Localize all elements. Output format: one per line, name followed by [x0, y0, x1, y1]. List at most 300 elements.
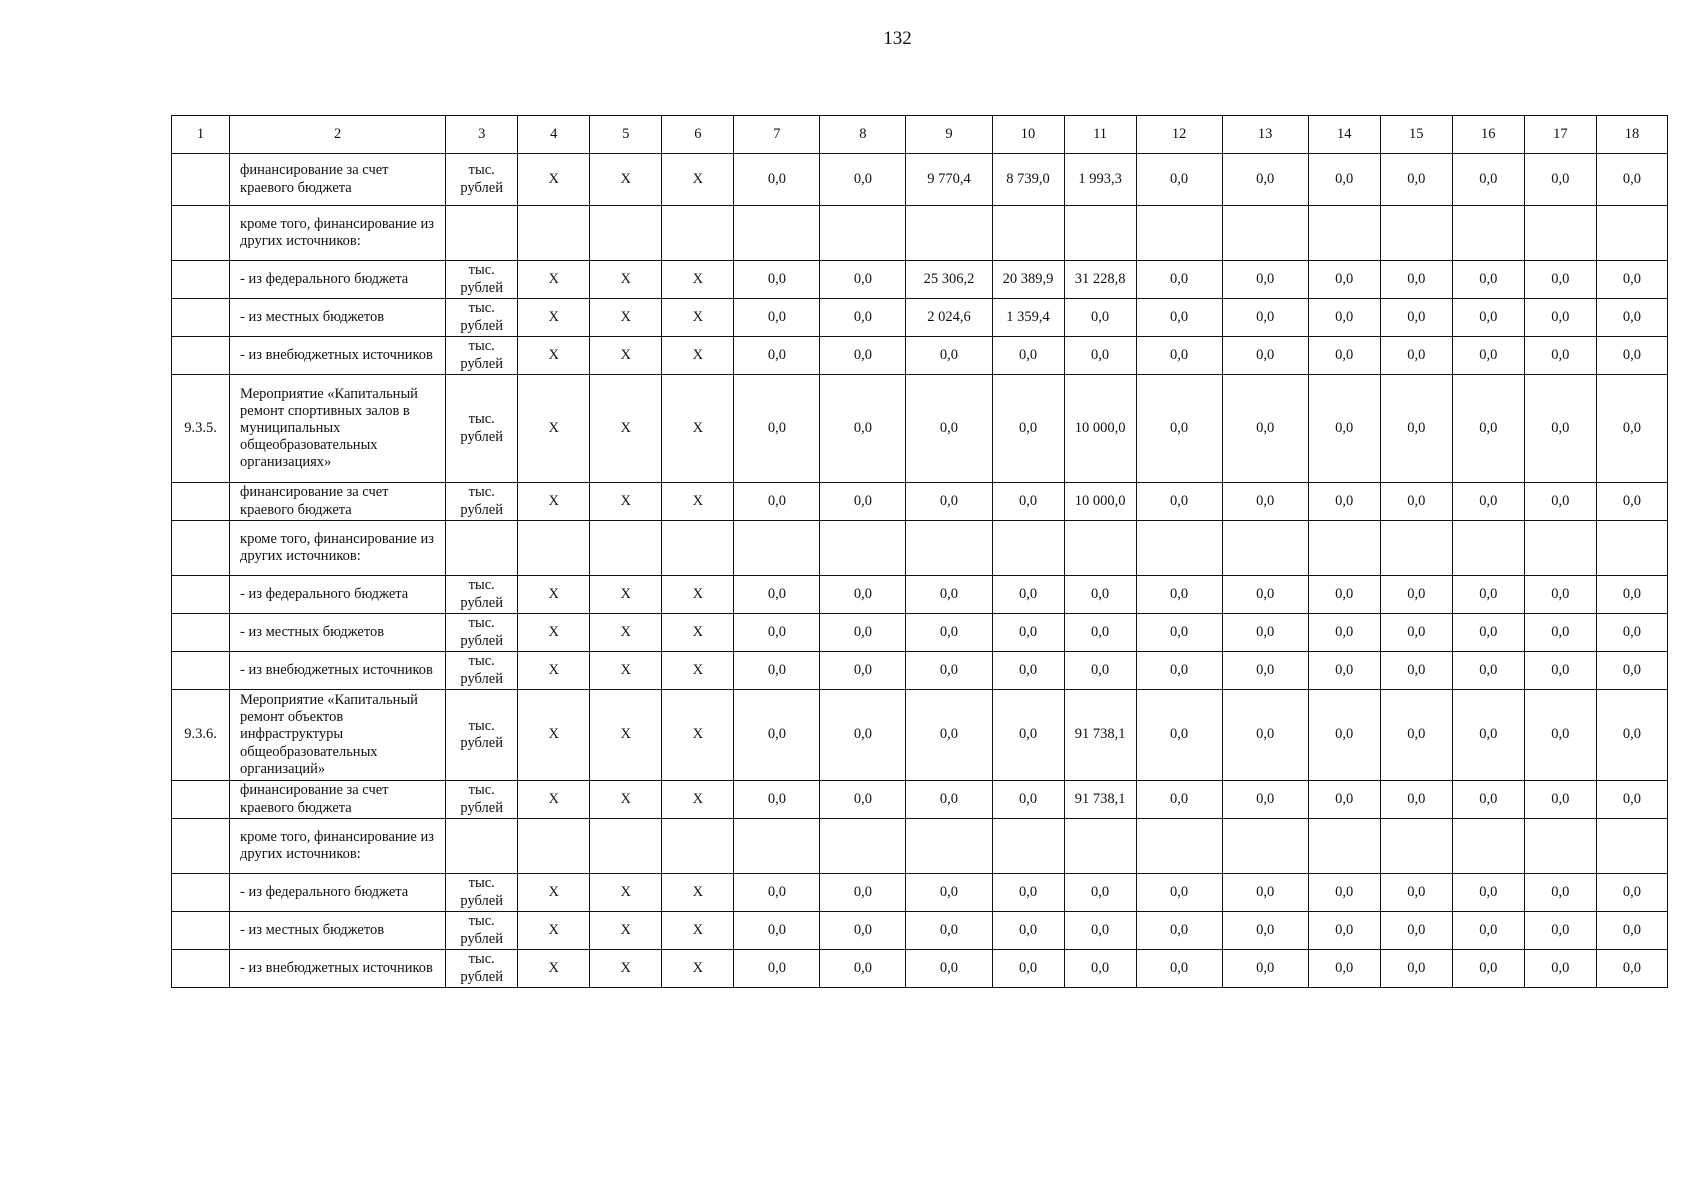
table-cell: 0,0 — [734, 375, 820, 483]
table-cell: 0,0 — [1596, 652, 1667, 690]
table-cell: 0,0 — [1222, 781, 1308, 819]
table-cell: X — [518, 261, 590, 299]
table-cell: 0,0 — [1524, 912, 1596, 950]
table-row — [172, 690, 1668, 781]
header-cell-3: 3 — [446, 116, 518, 154]
table-cell: 0,0 — [1596, 337, 1667, 375]
table-cell: X — [590, 690, 662, 781]
table-cell: 2 024,6 — [906, 299, 992, 337]
table-cell: 0,0 — [820, 614, 906, 652]
table-cell: 0,0 — [1452, 912, 1524, 950]
table-cell: 0,0 — [1524, 950, 1596, 988]
table-cell: тыс. рублей — [446, 375, 518, 483]
table-cell: 0,0 — [734, 652, 820, 690]
table-cell — [172, 781, 230, 819]
table-cell: X — [590, 375, 662, 483]
header-cell-12: 12 — [1136, 116, 1222, 154]
table-cell: 0,0 — [1222, 874, 1308, 912]
table-cell: 0,0 — [820, 337, 906, 375]
table-row — [172, 375, 1668, 483]
header-cell-1: 1 — [172, 116, 230, 154]
table-cell: X — [590, 614, 662, 652]
table-cell: тыс. рублей — [446, 874, 518, 912]
table-cell: 0,0 — [1222, 337, 1308, 375]
table-row — [172, 483, 1668, 521]
table-cell — [1136, 206, 1222, 261]
table-cell — [662, 206, 734, 261]
table-cell: 0,0 — [1452, 781, 1524, 819]
table-cell: 0,0 — [1452, 690, 1524, 781]
table-cell: 0,0 — [820, 912, 906, 950]
table-cell — [518, 819, 590, 874]
table-cell: 0,0 — [820, 154, 906, 206]
table-cell: 0,0 — [820, 576, 906, 614]
table-cell: 0,0 — [734, 154, 820, 206]
table-cell: X — [518, 576, 590, 614]
table-cell: 0,0 — [992, 950, 1064, 988]
table-cell: 0,0 — [1136, 652, 1222, 690]
table-cell: 0,0 — [906, 874, 992, 912]
table-cell: Мероприятие «Капитальный ремонт объектов инфраструктуры общеобразовательных организаций» — [230, 690, 446, 781]
table-cell: 0,0 — [1596, 781, 1667, 819]
budget-table — [171, 115, 1668, 988]
table-cell: 91 738,1 — [1064, 781, 1136, 819]
table-cell: X — [662, 950, 734, 988]
header-cell-18: 18 — [1596, 116, 1667, 154]
table-cell — [518, 521, 590, 576]
table-cell: 0,0 — [820, 781, 906, 819]
table-cell: 0,0 — [1596, 874, 1667, 912]
table-cell — [172, 154, 230, 206]
table-row — [172, 614, 1668, 652]
table-row — [172, 261, 1668, 299]
table-cell — [906, 521, 992, 576]
header-cell-9: 9 — [906, 116, 992, 154]
table-cell: 0,0 — [1380, 950, 1452, 988]
table-cell: X — [662, 781, 734, 819]
table-cell — [1136, 819, 1222, 874]
table-cell: X — [590, 874, 662, 912]
table-cell — [172, 912, 230, 950]
table-cell: 0,0 — [1380, 912, 1452, 950]
table-cell: X — [662, 375, 734, 483]
table-cell — [992, 206, 1064, 261]
table-cell: тыс. рублей — [446, 337, 518, 375]
table-cell — [734, 819, 820, 874]
table-cell: 1 359,4 — [992, 299, 1064, 337]
table-cell: 0,0 — [1136, 337, 1222, 375]
table-cell: 0,0 — [1380, 337, 1452, 375]
table-row — [172, 781, 1668, 819]
table-cell: 0,0 — [1136, 299, 1222, 337]
table-cell: 8 739,0 — [992, 154, 1064, 206]
table-cell: 0,0 — [992, 690, 1064, 781]
table-cell: 0,0 — [1136, 874, 1222, 912]
table-cell: 0,0 — [1064, 614, 1136, 652]
table-cell: 0,0 — [1380, 690, 1452, 781]
table-cell: 0,0 — [992, 614, 1064, 652]
table-cell: 0,0 — [992, 375, 1064, 483]
table-cell: 0,0 — [1308, 375, 1380, 483]
table-cell: Мероприятие «Капитальный ремонт спортивных залов в муниципальных общеобразовательных организациях» — [230, 375, 446, 483]
table-cell: 9.3.5. — [172, 375, 230, 483]
table-cell: 0,0 — [820, 261, 906, 299]
table-cell: 0,0 — [734, 576, 820, 614]
table-cell — [446, 819, 518, 874]
table-cell: 0,0 — [820, 690, 906, 781]
table-cell: 0,0 — [820, 299, 906, 337]
table-cell: 0,0 — [734, 950, 820, 988]
table-row — [172, 912, 1668, 950]
table-cell: 0,0 — [1524, 652, 1596, 690]
table-cell — [446, 206, 518, 261]
table-cell — [590, 819, 662, 874]
table-cell: 0,0 — [1222, 950, 1308, 988]
table-row — [172, 154, 1668, 206]
table-cell: 0,0 — [734, 614, 820, 652]
table-row — [172, 874, 1668, 912]
table-cell — [906, 819, 992, 874]
table-cell: X — [590, 950, 662, 988]
table-cell: 0,0 — [1380, 576, 1452, 614]
table-cell — [906, 206, 992, 261]
table-cell: 0,0 — [1222, 690, 1308, 781]
table-cell: 0,0 — [1596, 950, 1667, 988]
table-cell: кроме того, финансирование из других источников: — [230, 206, 446, 261]
table-cell: X — [590, 261, 662, 299]
table-cell: тыс. рублей — [446, 912, 518, 950]
table-cell: 0,0 — [1064, 874, 1136, 912]
table-cell — [1308, 819, 1380, 874]
table-cell: 0,0 — [1308, 576, 1380, 614]
page-number: 132 — [883, 28, 912, 49]
table-cell: 0,0 — [734, 337, 820, 375]
table-cell: X — [662, 261, 734, 299]
table-cell — [172, 521, 230, 576]
header-cell-6: 6 — [662, 116, 734, 154]
table-cell — [1222, 206, 1308, 261]
table-cell: 0,0 — [1596, 375, 1667, 483]
table-cell: 0,0 — [1524, 874, 1596, 912]
table-cell: 0,0 — [1308, 483, 1380, 521]
table-cell: 0,0 — [992, 483, 1064, 521]
table-cell: 0,0 — [820, 950, 906, 988]
table-cell: кроме того, финансирование из других источников: — [230, 819, 446, 874]
table-cell: тыс. рублей — [446, 614, 518, 652]
table-body — [172, 116, 1668, 988]
table-cell: X — [590, 781, 662, 819]
table-cell: тыс. рублей — [446, 483, 518, 521]
table-cell: 0,0 — [1222, 375, 1308, 483]
table-cell — [172, 483, 230, 521]
table-cell: 0,0 — [1524, 375, 1596, 483]
table-cell: 0,0 — [1136, 483, 1222, 521]
table-cell: 0,0 — [1222, 483, 1308, 521]
table-cell: 0,0 — [1596, 912, 1667, 950]
table-cell: X — [590, 576, 662, 614]
table-cell: 0,0 — [1596, 614, 1667, 652]
table-cell: 10 000,0 — [1064, 375, 1136, 483]
table-cell: X — [662, 652, 734, 690]
table-cell: 0,0 — [906, 614, 992, 652]
table-cell: 0,0 — [992, 781, 1064, 819]
table-cell: 0,0 — [1136, 614, 1222, 652]
table-cell — [172, 337, 230, 375]
table-cell: 0,0 — [1308, 874, 1380, 912]
table-cell: 10 000,0 — [1064, 483, 1136, 521]
table-cell: 0,0 — [1524, 299, 1596, 337]
table-cell — [172, 950, 230, 988]
table-cell: 0,0 — [1222, 299, 1308, 337]
table-cell — [590, 206, 662, 261]
table-cell: 0,0 — [1064, 950, 1136, 988]
table-cell: финансирование за счет краевого бюджета — [230, 483, 446, 521]
table-cell: 0,0 — [1136, 154, 1222, 206]
table-cell: 0,0 — [734, 781, 820, 819]
table-cell: 0,0 — [1524, 576, 1596, 614]
table-cell: - из федерального бюджета — [230, 261, 446, 299]
table-cell: 0,0 — [1380, 261, 1452, 299]
table-row — [172, 337, 1668, 375]
table-cell: X — [662, 614, 734, 652]
table-cell: 0,0 — [1064, 337, 1136, 375]
table-cell — [1064, 819, 1136, 874]
table-cell — [1136, 521, 1222, 576]
table-cell: X — [662, 337, 734, 375]
table-cell: X — [518, 874, 590, 912]
table-cell: 0,0 — [906, 375, 992, 483]
table-cell — [820, 521, 906, 576]
table-cell: X — [662, 874, 734, 912]
table-cell: X — [518, 483, 590, 521]
table-cell: 0,0 — [1064, 652, 1136, 690]
table-cell — [1380, 521, 1452, 576]
table-cell: 0,0 — [1596, 299, 1667, 337]
table-cell — [172, 652, 230, 690]
table-cell — [172, 576, 230, 614]
header-cell-10: 10 — [992, 116, 1064, 154]
table-cell: 0,0 — [1524, 154, 1596, 206]
table-cell: тыс. рублей — [446, 299, 518, 337]
table-cell: 0,0 — [1524, 483, 1596, 521]
table-cell: 0,0 — [1222, 614, 1308, 652]
table-cell — [992, 819, 1064, 874]
table-cell: X — [662, 690, 734, 781]
table-cell: X — [662, 912, 734, 950]
table-cell: 0,0 — [1380, 483, 1452, 521]
table-cell — [662, 819, 734, 874]
table-cell: 0,0 — [1308, 690, 1380, 781]
table-cell — [662, 521, 734, 576]
table-cell: финансирование за счет краевого бюджета — [230, 154, 446, 206]
header-cell-8: 8 — [820, 116, 906, 154]
table-cell: 0,0 — [992, 652, 1064, 690]
table-cell — [172, 874, 230, 912]
table-row — [172, 521, 1668, 576]
table-cell: 0,0 — [1596, 690, 1667, 781]
table-cell — [1380, 819, 1452, 874]
table-cell: 0,0 — [906, 950, 992, 988]
table-cell: 0,0 — [992, 874, 1064, 912]
table-cell: финансирование за счет краевого бюджета — [230, 781, 446, 819]
table-cell: X — [590, 154, 662, 206]
table-cell: 0,0 — [1452, 261, 1524, 299]
table-cell: X — [518, 299, 590, 337]
table-cell: 0,0 — [1452, 154, 1524, 206]
table-cell: 0,0 — [1452, 652, 1524, 690]
table-cell — [518, 206, 590, 261]
table-cell: X — [590, 337, 662, 375]
table-cell: 0,0 — [1596, 483, 1667, 521]
table-cell: тыс. рублей — [446, 652, 518, 690]
table-cell: 0,0 — [1524, 781, 1596, 819]
table-cell: 0,0 — [734, 483, 820, 521]
table-cell: 31 228,8 — [1064, 261, 1136, 299]
table-cell: 0,0 — [1380, 781, 1452, 819]
table-cell: 0,0 — [992, 576, 1064, 614]
table-cell — [820, 819, 906, 874]
table-cell: X — [590, 483, 662, 521]
table-cell: X — [662, 576, 734, 614]
table-cell: 0,0 — [1222, 154, 1308, 206]
table-row — [172, 576, 1668, 614]
table-cell: 0,0 — [1308, 154, 1380, 206]
table-cell: - из местных бюджетов — [230, 614, 446, 652]
table-cell: 0,0 — [734, 299, 820, 337]
table-cell: X — [662, 154, 734, 206]
table-cell: 0,0 — [1136, 781, 1222, 819]
table-cell: X — [590, 912, 662, 950]
table-cell: - из федерального бюджета — [230, 874, 446, 912]
table-cell — [1452, 206, 1524, 261]
header-cell-5: 5 — [590, 116, 662, 154]
table-cell: X — [662, 299, 734, 337]
table-cell: 0,0 — [906, 652, 992, 690]
header-cell-14: 14 — [1308, 116, 1380, 154]
table-cell: 0,0 — [1524, 337, 1596, 375]
table-cell: 0,0 — [1136, 261, 1222, 299]
table-cell — [1524, 206, 1596, 261]
table-cell: 0,0 — [1452, 483, 1524, 521]
table-cell: 0,0 — [1380, 874, 1452, 912]
table-cell: 0,0 — [1308, 912, 1380, 950]
table-cell: 1 993,3 — [1064, 154, 1136, 206]
table-cell: 0,0 — [734, 912, 820, 950]
table-cell: 0,0 — [1596, 261, 1667, 299]
table-cell: X — [518, 375, 590, 483]
table-cell — [1524, 819, 1596, 874]
table-cell — [1596, 521, 1667, 576]
table-cell: X — [518, 781, 590, 819]
table-cell: 0,0 — [1596, 154, 1667, 206]
table-cell: 0,0 — [906, 483, 992, 521]
header-cell-17: 17 — [1524, 116, 1596, 154]
table-cell: 0,0 — [906, 781, 992, 819]
table-cell: 0,0 — [1222, 576, 1308, 614]
table-cell: 25 306,2 — [906, 261, 992, 299]
table-cell: 0,0 — [1452, 576, 1524, 614]
table-cell: кроме того, финансирование из других источников: — [230, 521, 446, 576]
header-cell-13: 13 — [1222, 116, 1308, 154]
table-cell — [992, 521, 1064, 576]
table-cell: 0,0 — [1524, 690, 1596, 781]
table-cell — [1596, 819, 1667, 874]
table-cell: 0,0 — [1452, 337, 1524, 375]
table-cell: 0,0 — [1308, 614, 1380, 652]
table-cell — [1064, 206, 1136, 261]
table-cell: 0,0 — [906, 690, 992, 781]
table-cell: 91 738,1 — [1064, 690, 1136, 781]
table-cell: 0,0 — [1136, 912, 1222, 950]
table-cell: 0,0 — [992, 337, 1064, 375]
table-cell: X — [518, 337, 590, 375]
table-cell: - из внебюджетных источников — [230, 652, 446, 690]
table-cell: 0,0 — [1380, 652, 1452, 690]
table-cell: тыс. рублей — [446, 154, 518, 206]
table-cell: X — [590, 299, 662, 337]
table-cell — [1222, 521, 1308, 576]
table-cell: X — [518, 652, 590, 690]
table-cell: 0,0 — [820, 483, 906, 521]
table-cell: 0,0 — [1452, 874, 1524, 912]
table-cell — [172, 819, 230, 874]
table-cell: 0,0 — [1380, 154, 1452, 206]
table-cell: 0,0 — [1452, 950, 1524, 988]
table-cell — [590, 521, 662, 576]
table-cell: 0,0 — [734, 690, 820, 781]
table-cell — [1308, 206, 1380, 261]
table-row — [172, 819, 1668, 874]
table-cell: X — [518, 690, 590, 781]
table-cell: тыс. рублей — [446, 261, 518, 299]
table-cell: 0,0 — [1308, 337, 1380, 375]
table-cell: X — [518, 154, 590, 206]
table-cell: тыс. рублей — [446, 781, 518, 819]
table-cell: 0,0 — [1222, 261, 1308, 299]
table-cell: 0,0 — [1136, 375, 1222, 483]
table-cell: 0,0 — [906, 337, 992, 375]
table-cell — [1596, 206, 1667, 261]
table-cell: - из местных бюджетов — [230, 912, 446, 950]
table-cell: 0,0 — [1308, 299, 1380, 337]
table-cell: 0,0 — [820, 375, 906, 483]
table-cell: тыс. рублей — [446, 950, 518, 988]
table-row — [172, 206, 1668, 261]
table-cell: 0,0 — [1136, 690, 1222, 781]
table-row — [172, 950, 1668, 988]
header-cell-2: 2 — [230, 116, 446, 154]
table-cell: тыс. рублей — [446, 576, 518, 614]
table-cell: 0,0 — [906, 576, 992, 614]
table-cell: - из внебюджетных источников — [230, 337, 446, 375]
table-cell: 9 770,4 — [906, 154, 992, 206]
table-cell: X — [590, 652, 662, 690]
table-cell — [1222, 819, 1308, 874]
table-cell: 0,0 — [1524, 261, 1596, 299]
table-cell: 0,0 — [1064, 299, 1136, 337]
table-cell: 0,0 — [1308, 652, 1380, 690]
table-cell: 0,0 — [820, 652, 906, 690]
table-cell — [1380, 206, 1452, 261]
table-cell: 0,0 — [734, 261, 820, 299]
table-cell: 0,0 — [1452, 614, 1524, 652]
header-cell-11: 11 — [1064, 116, 1136, 154]
table-cell — [172, 206, 230, 261]
table-cell: 0,0 — [1380, 299, 1452, 337]
table-cell: тыс. рублей — [446, 690, 518, 781]
table-cell: 0,0 — [1064, 576, 1136, 614]
table-cell: 0,0 — [1596, 576, 1667, 614]
